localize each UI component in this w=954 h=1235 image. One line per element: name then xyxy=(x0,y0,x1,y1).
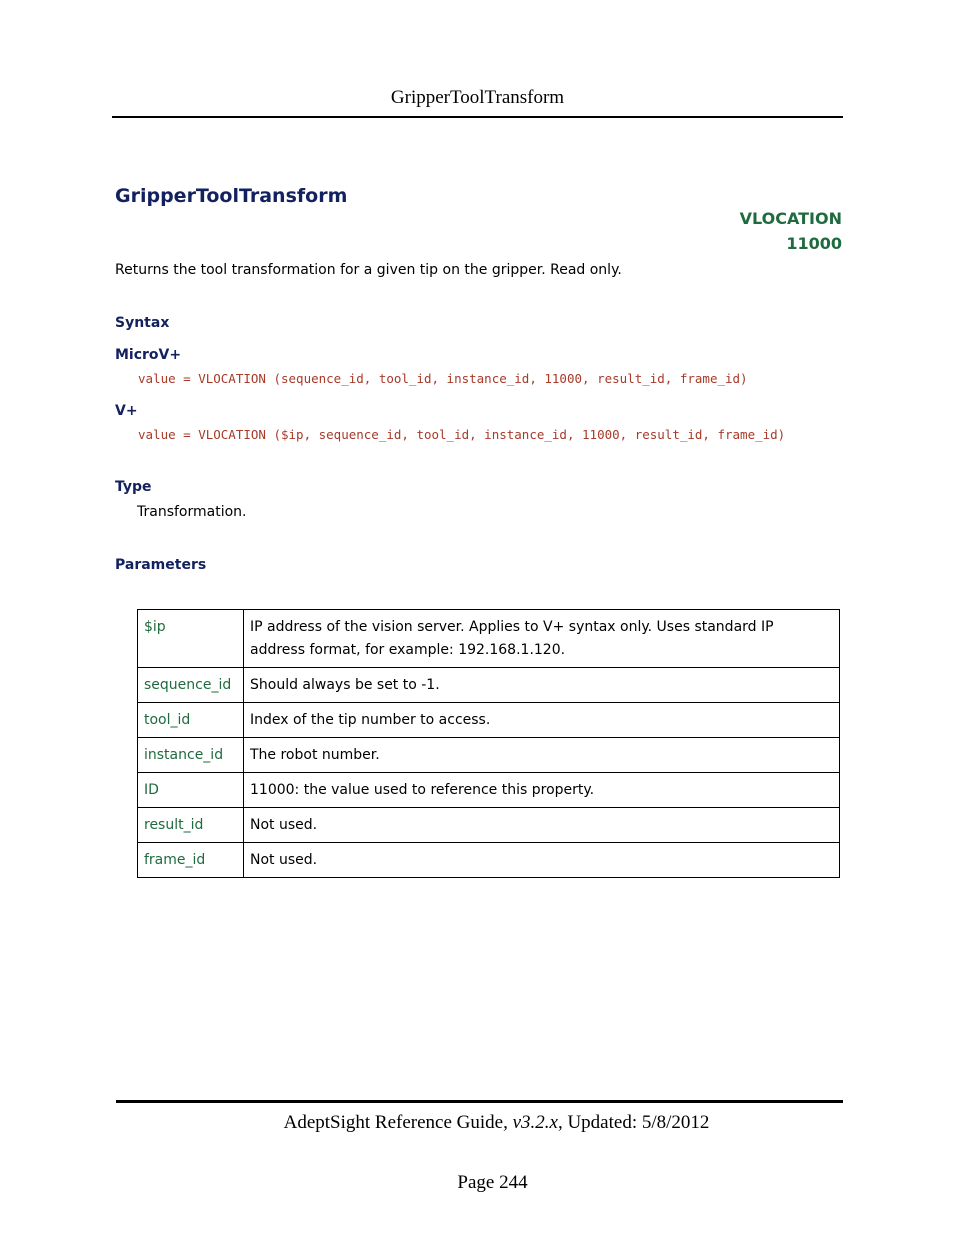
param-name: ID xyxy=(138,773,244,808)
microv-heading: MicroV+ xyxy=(115,347,182,363)
table-row xyxy=(138,843,840,878)
param-name: sequence_id xyxy=(138,668,244,703)
footer-guide-line xyxy=(116,1112,877,1134)
type-heading: Type xyxy=(115,479,152,495)
footer-updated: , Updated: 5/8/2012 xyxy=(557,1112,710,1133)
param-name: result_id xyxy=(138,808,244,843)
param-name: $ip xyxy=(138,610,244,668)
table-row xyxy=(138,773,840,808)
vplus-code: value = VLOCATION ($ip, sequence_id, tool_id, instance_id, 11000, result_id, frame_id) xyxy=(138,427,786,442)
param-description: The robot number. xyxy=(244,738,840,773)
table-row xyxy=(138,610,840,668)
param-description: Index of the tip number to access. xyxy=(244,703,840,738)
table-row xyxy=(138,703,840,738)
header-divider xyxy=(112,116,843,118)
table-row xyxy=(138,738,840,773)
footer-divider xyxy=(116,1100,843,1103)
param-name: tool_id xyxy=(138,703,244,738)
param-description: 11000: the value used to reference this property. xyxy=(244,773,840,808)
page-title: GripperToolTransform xyxy=(115,185,348,207)
syntax-heading: Syntax xyxy=(115,315,170,331)
page-number: Page 244 xyxy=(457,1172,528,1193)
footer-version: , v3.2.x xyxy=(503,1112,558,1133)
param-name: frame_id xyxy=(138,843,244,878)
microv-code: value = VLOCATION (sequence_id, tool_id, instance_id, 11000, result_id, frame_id) xyxy=(138,371,748,386)
table-row xyxy=(138,668,840,703)
vlocation-label: VLOCATION xyxy=(739,209,842,228)
description: Returns the tool transformation for a given tip on the gripper. Read only. xyxy=(115,262,622,278)
param-description: Not used. xyxy=(244,843,840,878)
parameters-table xyxy=(137,609,840,878)
type-value: Transformation. xyxy=(137,504,247,520)
param-name: instance_id xyxy=(138,738,244,773)
parameters-heading: Parameters xyxy=(115,557,207,573)
vplus-heading: V+ xyxy=(115,403,138,419)
param-description: IP address of the vision server. Applies to V+ syntax only. Uses standard IP address format, for example: 192.168.1.120. xyxy=(244,610,840,668)
param-description: Should always be set to -1. xyxy=(244,668,840,703)
table-row xyxy=(138,808,840,843)
running-header: GripperToolTransform xyxy=(390,87,565,108)
footer-guide-name: AdeptSight Reference Guide xyxy=(283,1112,504,1133)
vlocation-id: 11000 xyxy=(786,234,842,253)
param-description: Not used. xyxy=(244,808,840,843)
